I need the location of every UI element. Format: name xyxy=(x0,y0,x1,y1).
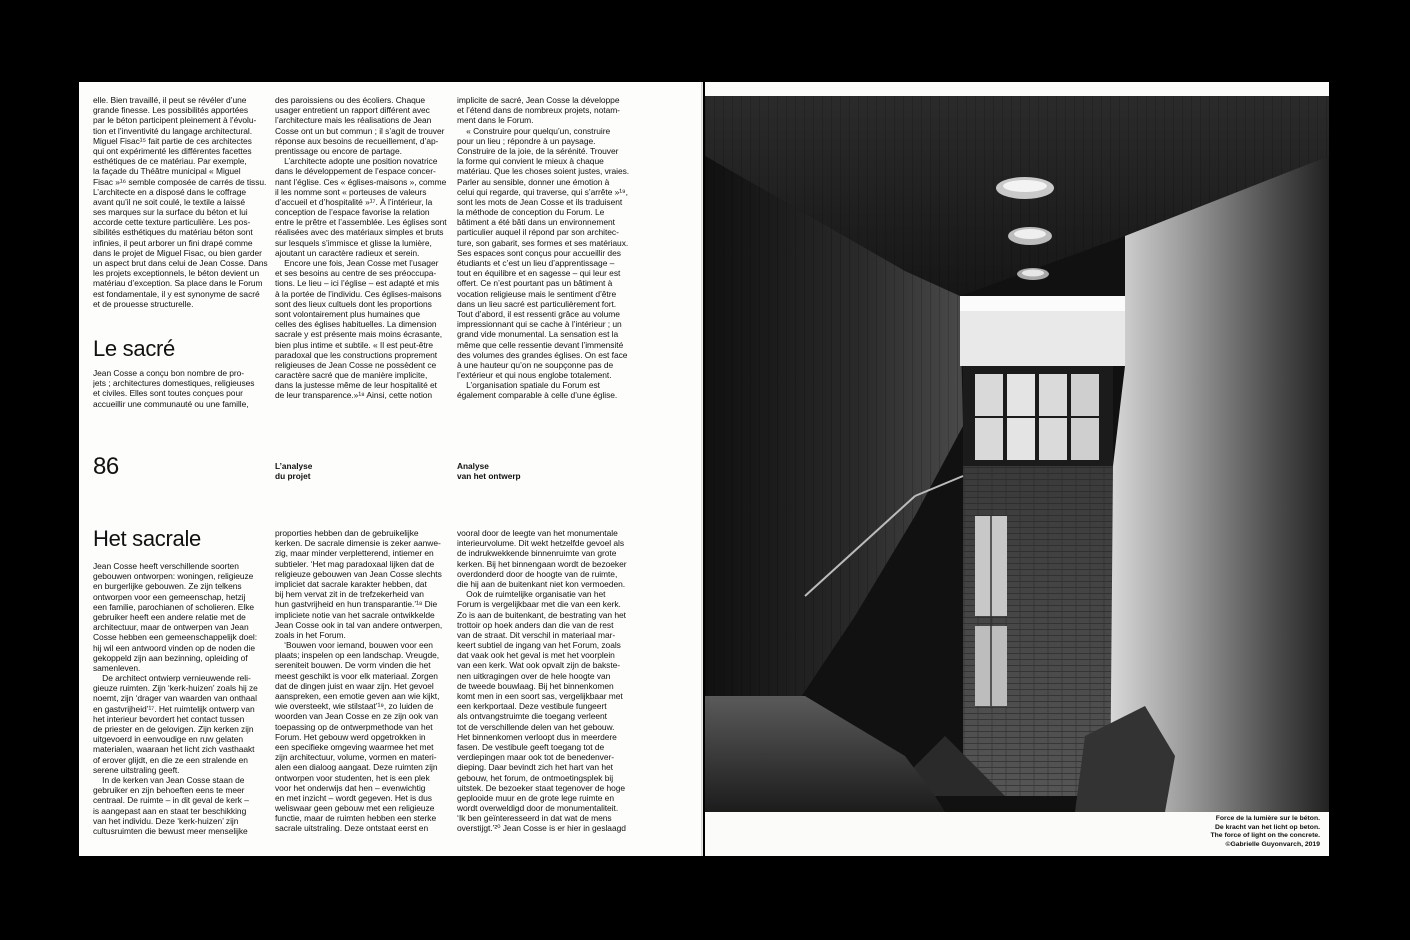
section-label-fr: L’analyse du projet xyxy=(275,461,313,481)
section-intro-fr: Jean Cosse a conçu bon nombre de pro- jets ; architectures domestiques, religieuses et civiles. Elles sont toutes conçues pour accueillir une communauté ou une famille, xyxy=(93,368,255,409)
text-column-fr-1: elle. Bien travaillé, il peut se révéler d’une grande finesse. Les possibilités apportées par le béton participent pleinement à l’évolu- tion et l’inventivité du langage architectural. Miguel Fisac¹⁵ fait partie de ces architectes qui ont expérimenté les différentes facettes esthétiques de ce matériau. Par exemple, la façade du Théâtre municipal « Miguel Fisac »¹⁶ semble composée de carrés de tissu. L’architecte en a disposé dans le coffrage avant qu’il ne soit coulé, le textile a laissé ses marques sur la surface du béton et lui accorde cette texture particulière. Les pos- sibilités esthétiques du matériau béton sont infinies, il peut arborer un fini drapé comme dans le projet de Miguel Fisac, ou bien garder un aspect brut dans celui de Jean Cosse. Dans les projets exceptionnels, le béton devient un matériau d’exception. Sa place dans le Forum est fondamentale, il y est synonyme de sacré et de prouesse structurelle. xyxy=(93,95,268,309)
section-heading-het-sacrale: Het sacrale xyxy=(93,526,201,551)
page-number: 86 xyxy=(93,453,119,480)
section-heading-le-sacre: Le sacré xyxy=(93,336,175,361)
black-and-white-stairwell-photo xyxy=(705,96,1329,812)
text-column-nl-1: Jean Cosse heeft verschillende soorten gebouwen ontworpen: woningen, religieuze en burgerlijke gebouwen. Ze zijn telkens ontworpen voor een gemeenschap, hetzij een familie, parochianen of scholieren. Elke gebruiker heeft een andere relatie met de architectuur, maar de ontwerpen van Jean Cosse hebben een gemeenschappelijk doel: hij wil een antwoord vinden op de noden die gekoppeld zijn aan bezinning, opleiding of samenleven. De architect ontwierp vernieuwende reli- gieuze ruimten. Zijn ‘kerk-huizen’ zoals hij ze noemt, zijn ‘drager van waarden van onthaal en gastvrijheid’¹⁷. Het ruimtelijk ontwerp van het interieur bevordert het contact tussen de priester en de gelovigen. Zijn kerken zijn uitgevoerd in eenvoudige en ruw gelaten materialen, waaraan het licht zich vasthaakt of erover glijdt, en die ze een stralende en serene uitstraling geeft. In de kerken van Jean Cosse staan de gebruiker en zijn behoeften eens te meer centraal. De ruimte – in dit geval de kerk – is aangepast aan en staat ter beschikking van het individu. Deze ‘kerk-huizen’ zijn cultusruimten die bewust meer menselijke xyxy=(93,561,258,836)
text-column-nl-3: vooral door de leegte van het monumentale interieurvolume. Dit wekt hetzelfde gevoel als de indrukwekkende binnenruimte van grote kerken. Bij het binnengaan wordt de bezoeker overdonderd door de hoogte van de ruimte, die hij aan de buitenkant niet kon vermoeden. Ook de ruimtelijke organisatie van het Forum is vergelijkbaar met die van een kerk. Zo is aan de buitenkant, de bestrating van het trottoir op hoek anders dan die van de rest van de straat. Dit verschil in materiaal mar- keert subtiel de ingang van het Forum, zoals dat vaak ook het geval is met het voorplein van een kerk. Wat ook opvalt zijn de bakste- nen uitkragingen over de hele hoogte van de tweede bouwlaag. Bij het binnenkomen komt men in een soort sas, vergelijkbaar met een kerkportaal. Deze vestibule fungeert als ontvangstruimte die toegang verleent tot de verschillende delen van het gebouw. Het binnenkomen verloopt dus in meerdere fasen. De vestibule geeft toegang tot de verdiepingen maar ook tot de benedenver- dieping. Daar bevindt zich het hart van het gebouw, het forum, de ontmoetingsplek bij uitstek. De bezoeker staat tegenover de hoge geplooide muur en de grote lege ruimte en wordt overweldigd door de monumentaliteit. ‘Ik ben geïnteresseerd in dat wat de mens overstijgt.’²⁰ Jean Cosse is er hier in geslaagd xyxy=(457,528,627,834)
text-column-fr-2: des paroissiens ou des écoliers. Chaque usager entretient un rapport différent avec l’architecture mais les réalisations de Jean Cosse ont un but commun ; il s’agit de trouver réponse aux besoins de recueillement, d’ap- prentissage ou encore de partage. L’architecte adopte une position novatrice dans le développement de l’espace concer- nant l’église. Ces « églises-maisons », comme il les nomme sont « porteuses de valeurs d’accueil et d’hospitalité »¹⁷. À l’intérieur, la conception de l’espace favorise la relation entre le prêtre et l’assemblée. Les églises sont réalisées avec des matériaux simples et bruts sur lesquels s’immisce et glisse la lumière, ajoutant un caractère radieux et serein. Encore une fois, Jean Cosse met l’usager et ses besoins au centre de ses préoccupa- tions. Le lieu – ici l’église – est adapté et mis à la portée de l’individu. Ces églises-maisons sont des lieux cultuels dont les proportions sont volontairement plus humaines que celles des églises habituelles. La dimension sacrale y est présente mais moins écrasante, bien plus intime et subtile. « Il est peut-être paradoxal que les constructions proprement religieuses de Jean Cosse ne possèdent ce caractère sacré que de manière implicite, dans la justesse même de leur hospitalité et de leur transparence.»¹⁸ Ainsi, cette notion xyxy=(275,95,447,401)
section-label-nl: Analyse van het ontwerp xyxy=(457,461,521,481)
right-page xyxy=(705,82,1329,856)
text-column-fr-3: implicite de sacré, Jean Cosse la développe et l’étend dans de nombreux projets, notam- ment dans le Forum. « Construire pour quelqu’un, construire pour un lieu ; répondre à un paysage. Construire de la joie, de la sérénité. Trouver la forme qui convient le mieux à chaque matériau. Que les choses soient justes, vraies. Parler au sensible, donner une émotion à celui qui regarde, qui traverse, qui s’arrête »¹⁹, sont les mots de Jean Cosse et ils traduisent la méthode de conception du Forum. Le bâtiment a été bâti dans un environnement particulier auquel il répond par son architec- ture, son gabarit, ses formes et ses matériaux. Ses espaces sont conçus pour accueillir des étudiants et c’est un lieu d’apprentissage – tout en équilibre et en sagesse – qui leur est offert. Ce n’est pourtant pas un bâtiment à vocation religieuse mais le sentiment d’être dans un lieu sacré est particulièrement fort. Tout d’abord, il est ressenti grâce au volume impressionnant qui se cache à l’intérieur ; un grand vide monumental. La sensation est la même que celle ressentie devant l’immensité des volumes des grandes églises. On est face à une hauteur qu’on ne soupçonne pas de l’extérieur et qui nous englobe totalement. L’organisation spatiale du Forum est également comparable à celle d’une église. xyxy=(457,95,630,401)
left-page xyxy=(79,82,703,856)
text-column-nl-2: proporties hebben dan de gebruikelijke kerken. De sacrale dimensie is zeker aanwe- zig, maar minder verpletterend, intiemer en subtieler. ‘Het mag paradoxaal lijken dat de religieuze gebouwen van Jean Cosse slechts impliciet dat sacrale karakter hebben, dat bij hem vervat zit in de trefzekerheid van hun gastvrijheid en hun transparantie.’¹⁸ Die impliciete notie van het sacrale ontwikkelde Jean Cosse ook in tal van andere ontwerpen, zoals in het Forum. ‘Bouwen voor iemand, bouwen voor een plaats; inspelen op een landschap. Vreugde, sereniteit bouwen. De vorm vinden die het meest geschikt is voor elk materiaal. Zorgen dat de dingen juist en waar zijn. Het gevoel aanspreken, een emotie geven aan wie kijkt, wie oversteekt, wie stilstaat’¹⁹, zo luiden de woorden van Jean Cosse en ze zijn ook van toepassing op de ontwerpmethode van het Forum. Het gebouw werd opgetrokken in een specifieke omgeving waarmee het met zijn architectuur, volume, vormen en materi- alen een dialoog aangaat. Deze ruimten zijn ontworpen voor studenten, het is een plek voor het onderwijs dat hen – evenwichtig en met inzicht – wordt gegeven. Het is dus weliswaar geen gebouw met een religieuze functie, maar de ruimten hebben een sterke sacrale uitstraling. Deze ontstaat eerst en xyxy=(275,528,443,834)
photo-caption: Force de la lumière sur le béton. De kracht van het licht op beton. The force of light on the concrete. ©Gabrielle Guyonvarch, 2019 xyxy=(1210,815,1320,848)
